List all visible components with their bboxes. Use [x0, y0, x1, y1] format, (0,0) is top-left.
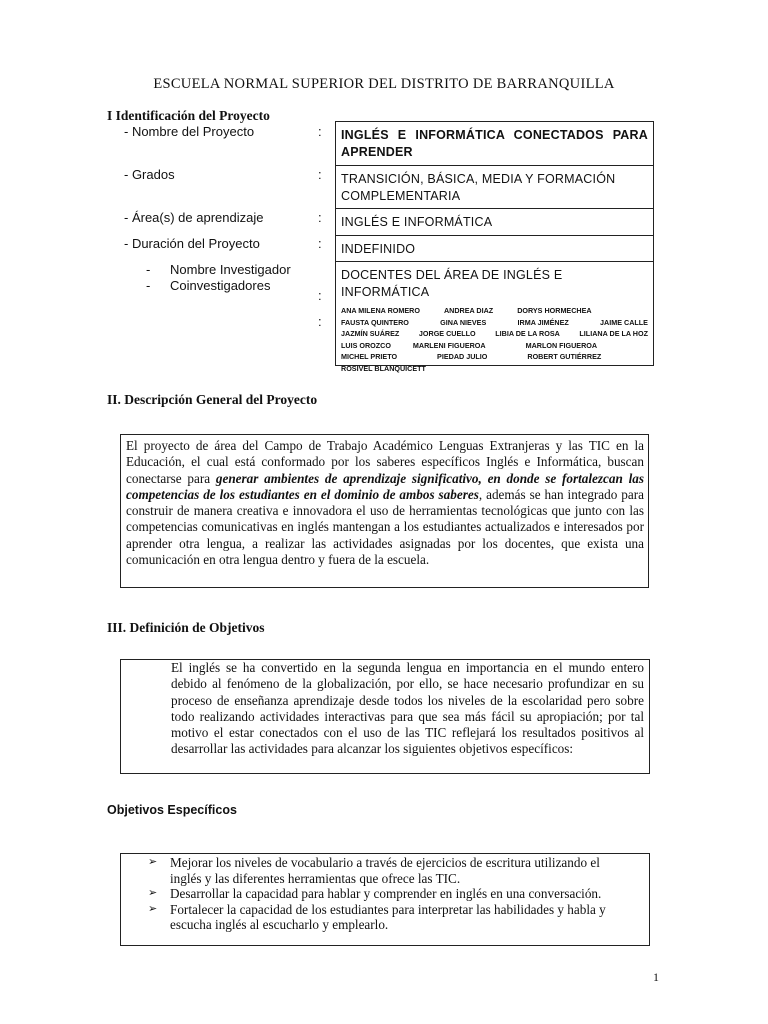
label-investigator: Nombre Investigador — [170, 262, 291, 277]
investigator-name: ROSIVEL BLANQUICETT — [341, 363, 426, 373]
investigator-name: ANA MILENA ROMERO — [341, 306, 420, 315]
section-2-heading: II. Descripción General del Proyecto — [107, 392, 318, 407]
section-1-heading: I Identificación del Proyecto — [107, 108, 270, 123]
objective-text: Desarrollar la capacidad para hablar y comprender en inglés en una conversación. — [170, 886, 602, 901]
grades-line-1: TRANSICIÓN, BÁSICA, MEDIA Y FORMACIÓN — [341, 172, 616, 186]
project-name-cell — [335, 121, 654, 165]
investigators-names — [336, 305, 653, 375]
colon-project-name: : — [318, 124, 322, 139]
investigator-name: MICHEL PRIETO — [341, 352, 398, 362]
description-text-end: , además se han integrado para construir de manera creativa e innovadora el uso de herramientas tecnológicas que junto con las competencias comunicativas en inglés mantengan a los estudiantes actualizados e interesados por aprender otra lengua, a realizar las actividades asignadas por los docentes, que exista una comunicación en otra lengua dentro y fuera de la escuela. — [126, 486, 644, 568]
duration-value: INDEFINIDO — [341, 242, 416, 256]
arrow-bullet-icon: ➢ — [148, 887, 158, 899]
section-3-heading: III. Definición de Objetivos — [107, 620, 265, 635]
label-project-name: - Nombre del Proyecto — [124, 124, 255, 139]
description-text-start: El proyecto de área del Campo de Trabajo Académico Lenguas Extranjeras y las TIC en la Educación, el cual está conformado por los saberes específicos Inglés e Informática, buscan conectarse para — [126, 438, 644, 486]
duration-cell — [335, 235, 654, 261]
learning-area-cell — [335, 208, 654, 235]
investigator-name: DORYS HORMECHEA — [517, 306, 592, 315]
colon-learning-area: : — [318, 210, 322, 225]
investigator-name: LUIS OROZCO — [341, 340, 391, 350]
colon-duration: : — [318, 236, 322, 251]
grades-line-2: COMPLEMENTARIA — [341, 189, 461, 203]
objective-item — [148, 855, 629, 886]
specific-objectives-box — [120, 853, 650, 946]
investigator-name: LIBIA DE LA ROSA — [495, 329, 560, 339]
label-learning-area: - Área(s) de aprendizaje — [124, 210, 264, 225]
objective-text: Fortalecer la capacidad de los estudiantes para interpretar las habilidades y habla y escucha inglés al escucharlo y emplearlo. — [170, 901, 606, 932]
investigator-name: MARLON FIGUEROA — [525, 340, 598, 350]
description-box — [120, 434, 649, 588]
colon-coinvestigators: : — [318, 314, 322, 329]
investigator-name: IRMA JIMÉNEZ — [517, 317, 569, 327]
investigator-name: PIEDAD JULIO — [437, 352, 488, 362]
specific-objectives-heading: Objetivos Específicos — [107, 803, 237, 817]
arrow-bullet-icon: ➢ — [148, 902, 158, 915]
investigator-dash-2: - — [146, 278, 151, 293]
label-coinvestigators: Coinvestigadores — [170, 278, 271, 293]
investigators-cell — [335, 261, 654, 373]
document-title: ESCUELA NORMAL SUPERIOR DEL DISTRITO DE BARRANQUILLA — [153, 76, 615, 92]
investigator-name: ROBERT GUTIÉRREZ — [527, 352, 602, 362]
colon-investigator: : — [318, 288, 322, 303]
arrow-bullet-icon: ➢ — [148, 856, 158, 868]
investigator-name: MARLENI FIGUEROA — [412, 340, 486, 350]
grades-cell — [335, 165, 654, 208]
label-duration: - Duración del Proyecto — [124, 236, 260, 251]
objectives-definition-box — [120, 659, 650, 774]
investigator-name: GINA NIEVES — [440, 317, 487, 327]
colon-grades: : — [318, 167, 322, 182]
description-text-emphasis: generar ambientes de aprendizaje significativo, en donde se fortalezcan las competencias de los estudiantes en el dominio de ambos saberes — [126, 470, 644, 502]
investigator-name: LILIANA DE LA HOZ — [579, 329, 648, 339]
investigator-name: JORGE CUELLO — [418, 329, 476, 339]
learning-area-value: INGLÉS E INFORMÁTICA — [341, 215, 493, 229]
project-name-line-1: INGLÉS E INFORMÁTICA CONECTADOS PARA — [341, 128, 648, 142]
investigator-name: JAIME CALLE — [600, 317, 648, 327]
investigators-heading: DOCENTES DEL ÁREA DE INGLÉS E INFORMÁTICA — [341, 268, 563, 299]
objective-item — [148, 886, 629, 902]
description-text — [126, 438, 644, 568]
objective-item — [148, 902, 629, 933]
project-name-line-2: APRENDER — [341, 145, 413, 159]
investigator-name: JAZMÍN SUÁREZ — [341, 329, 400, 339]
label-grades: - Grados — [124, 167, 175, 182]
page-number: 1 — [653, 970, 659, 984]
investigator-name: ANDREA DIAZ — [443, 306, 494, 315]
investigator-dash-1: - — [146, 262, 151, 277]
objectives-definition-text: El inglés se ha convertido en la segunda lengua en importancia en el mundo entero debido al fenómeno de la globalización, por ello, se hace necesario profundizar en su proceso de enseñanza aprendizaje desde todos los niveles de la escolaridad pero sobre todo realizando actividades interactivas para que sea más fácil su apropiación; por tal motivo el estar conectados con el uso de las TIC reflejará los resultados positivos al desarrollar las actividades para alcanzar los siguientes objetivos específicos: — [171, 660, 644, 757]
objective-text: Mejorar los niveles de vocabulario a través de ejercicios de escritura utilizando el inglés y las diferentes herramientas que ofrece las TIC. — [170, 855, 600, 886]
investigator-name: FAUSTA QUINTERO — [341, 317, 409, 327]
